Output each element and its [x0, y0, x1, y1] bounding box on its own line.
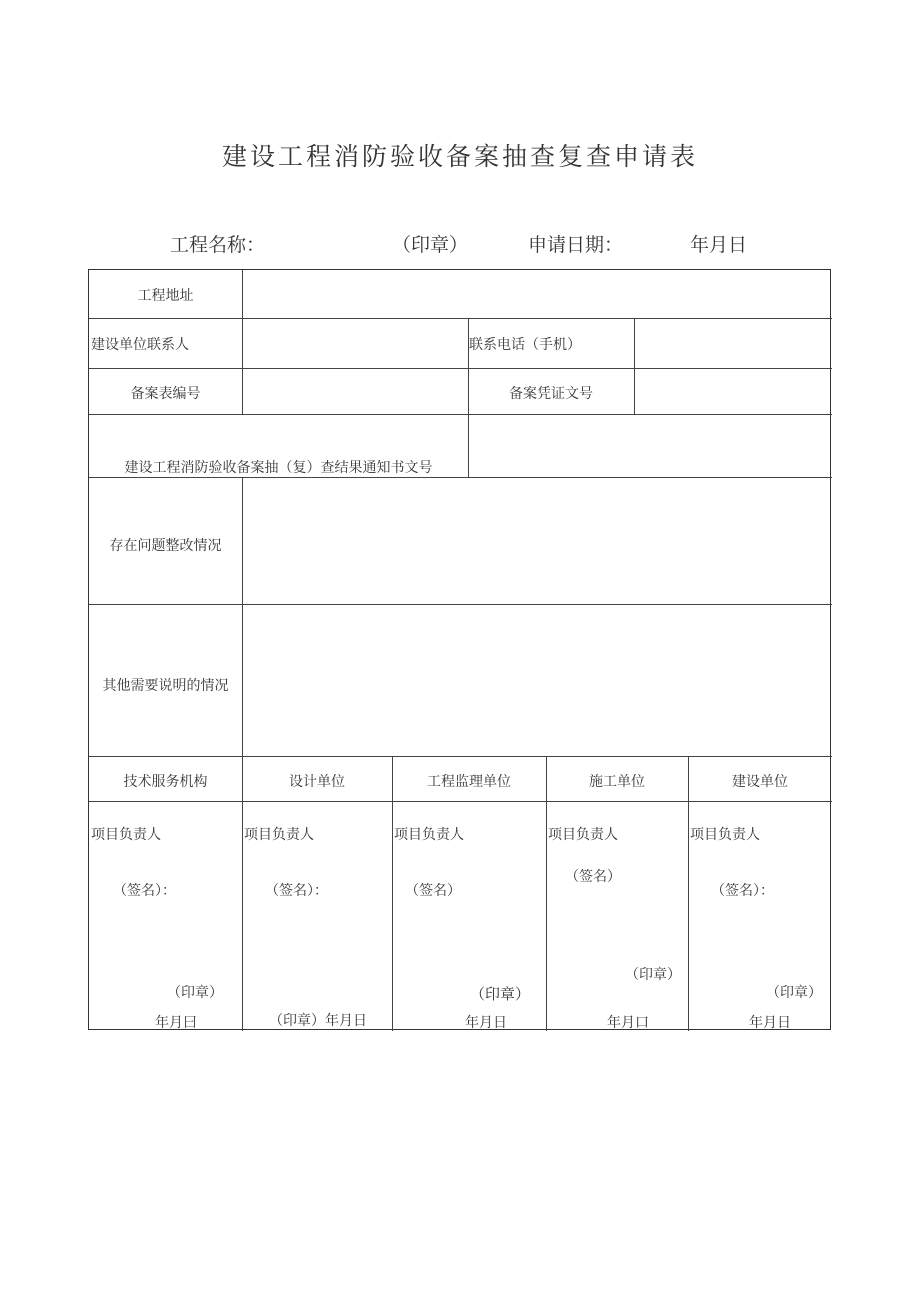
rectification-label: 存在问题整改情况: [109, 538, 222, 554]
contact-label: 建设单位联系人: [91, 337, 189, 353]
tech-sign-label: （签名）：: [113, 883, 176, 899]
project-name-label: 工程名称：: [170, 234, 266, 256]
construction-seal: （印章）: [625, 967, 681, 983]
design-sign-label: （签名）：: [265, 883, 328, 899]
owner-sign-label: （签名）：: [711, 883, 774, 899]
phone-label: 联系电话（手机）: [469, 337, 581, 353]
document-title: 建设工程消防验收备案抽查复查申请表: [221, 142, 698, 171]
row-divider: [89, 368, 832, 369]
apply-date-label: 申请日期：: [528, 234, 624, 256]
unit-header-supervision: 工程监理单位: [427, 774, 511, 790]
application-table: [88, 269, 831, 1030]
owner-seal: （印章）: [766, 985, 822, 1001]
unit-header-design: 设计单位: [289, 774, 345, 790]
construction-date: 年月口: [607, 1015, 649, 1031]
row-divider: [89, 801, 832, 802]
col-divider: [242, 270, 243, 414]
tech-person-label: 项目负责人: [91, 827, 161, 843]
form-no-label: 备案表编号: [130, 386, 201, 402]
tech-seal: （印章）: [167, 985, 223, 1001]
col-divider: [392, 756, 393, 1031]
other-label: 其他需要说明的情况: [102, 678, 229, 694]
design-seal-date: （印章）年月日: [269, 1013, 367, 1029]
notice-label: 建设工程消防验收备案抽（复）查结果通知书文号: [124, 460, 433, 476]
row-divider: [89, 756, 832, 757]
header-seal: （印章）: [392, 234, 469, 256]
col-divider: [546, 756, 547, 1031]
row-divider: [89, 477, 832, 478]
supervision-seal: （印章）: [470, 985, 531, 1003]
col-divider: [242, 477, 243, 1031]
unit-header-tech: 技术服务机构: [123, 774, 208, 790]
construction-sign-label: （签名）: [565, 869, 621, 885]
design-person-label: 项目负责人: [244, 827, 314, 843]
col-divider: [688, 756, 689, 1031]
owner-date: 年月日: [749, 1015, 791, 1031]
supervision-person-label: 项目负责人: [394, 827, 464, 843]
row-divider: [89, 604, 832, 605]
apply-date-value: 年月日: [690, 234, 748, 256]
supervision-sign-label: （签名）: [405, 883, 461, 899]
voucher-label: 备案凭证文号: [509, 386, 593, 402]
owner-person-label: 项目负责人: [690, 827, 760, 843]
unit-header-owner: 建设单位: [732, 774, 788, 790]
address-label: 工程地址: [137, 288, 194, 304]
row-divider: [89, 318, 832, 319]
unit-header-construction: 施工单位: [589, 774, 645, 790]
tech-date: 年月曰: [155, 1015, 197, 1031]
construction-person-label: 项目负责人: [548, 827, 618, 843]
col-divider: [634, 318, 635, 414]
supervision-date: 年月日: [465, 1015, 507, 1031]
row-divider: [89, 414, 832, 415]
